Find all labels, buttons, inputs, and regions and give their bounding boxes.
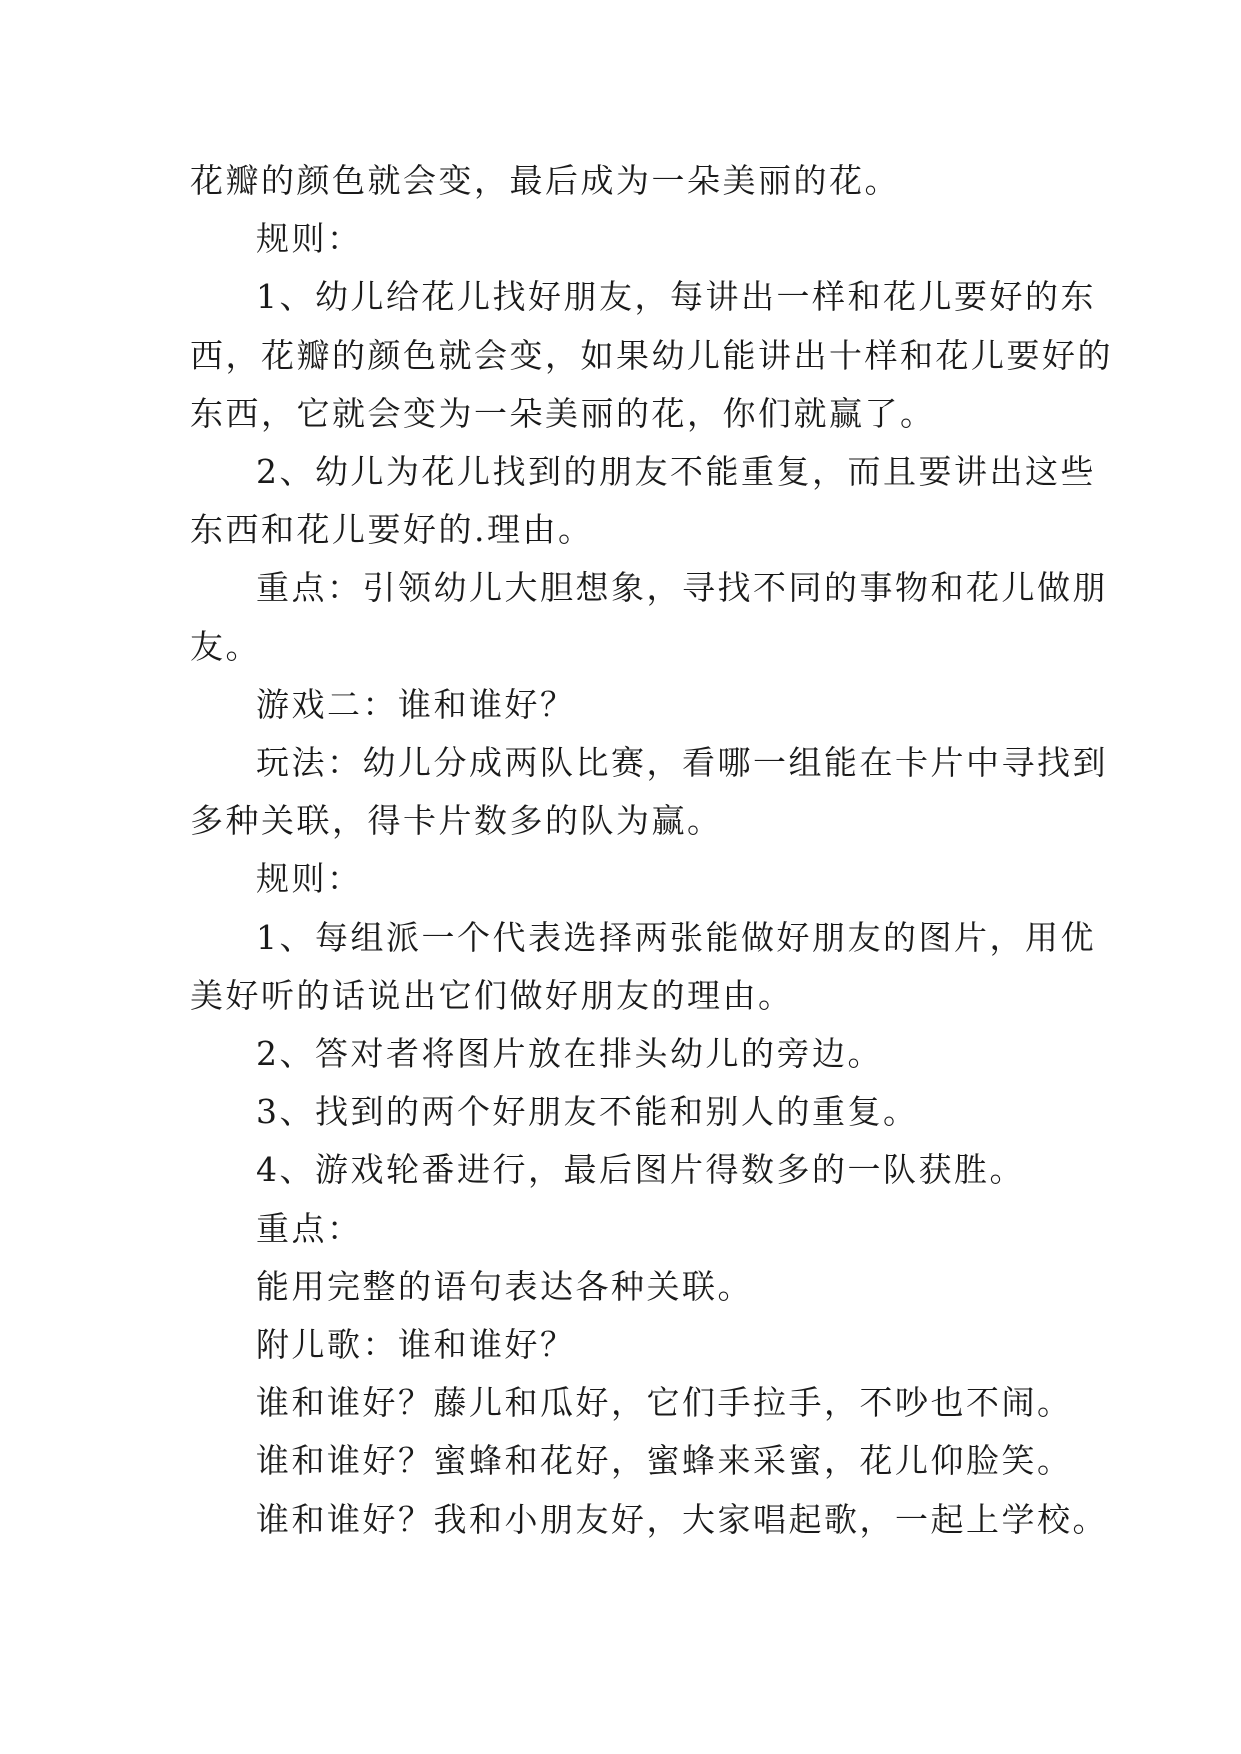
text-line: 重点： (256, 1208, 363, 1248)
text-line: 东西，它就会变为一朵美丽的花，你们就赢了。 (190, 393, 936, 433)
text-line: 2、答对者将图片放在排头幼儿的旁边。 (256, 1034, 883, 1074)
text-line: 能用完整的语句表达各种关联。 (256, 1266, 753, 1306)
text-line: 规则： (256, 219, 363, 259)
text-line: 规则： (256, 859, 363, 899)
text-line: 附儿歌：谁和谁好？ (256, 1325, 576, 1365)
text-line: 花瓣的颜色就会变，最后成为一朵美丽的花。 (190, 161, 900, 200)
text-line: 1、每组派一个代表选择两张能做好朋友的图片，用优 (256, 917, 1096, 957)
text-line: 东西和花儿要好的.理由。 (190, 510, 594, 550)
text-line: 重点：引领幼儿大胆想象，寻找不同的事物和花儿做朋 (256, 568, 1108, 608)
text-line: 谁和谁好？藤儿和瓜好，它们手拉手，不吵也不闹。 (256, 1383, 1073, 1423)
text-line: 1、幼儿给花儿找好朋友，每讲出一样和花儿要好的东 (256, 277, 1096, 317)
text-line: 多种关联，得卡片数多的队为赢。 (190, 801, 723, 841)
text-line: 游戏二：谁和谁好？ (256, 684, 576, 724)
text-line: 谁和谁好？蜜蜂和花好，蜜蜂来采蜜，花儿仰脸笑。 (256, 1441, 1073, 1481)
text-line: 西，花瓣的颜色就会变，如果幼儿能讲出十样和花儿要好的 (190, 335, 1113, 375)
body-text (190, 152, 1113, 1549)
text-line: 4、游戏轮番进行，最后图片得数多的一队获胜。 (256, 1150, 1025, 1190)
text-line: 玩法：幼儿分成两队比赛，看哪一组能在卡片中寻找到 (256, 743, 1108, 783)
text-line: 3、找到的两个好朋友不能和别人的重复。 (256, 1092, 919, 1132)
text-line: 谁和谁好？我和小朋友好，大家唱起歌，一起上学校。 (256, 1499, 1108, 1539)
text-line: 美好听的话说出它们做好朋友的理由。 (190, 975, 794, 1015)
text-line: 友。 (190, 626, 261, 666)
text-line: 2、幼儿为花儿找到的朋友不能重复，而且要讲出这些 (256, 452, 1096, 492)
